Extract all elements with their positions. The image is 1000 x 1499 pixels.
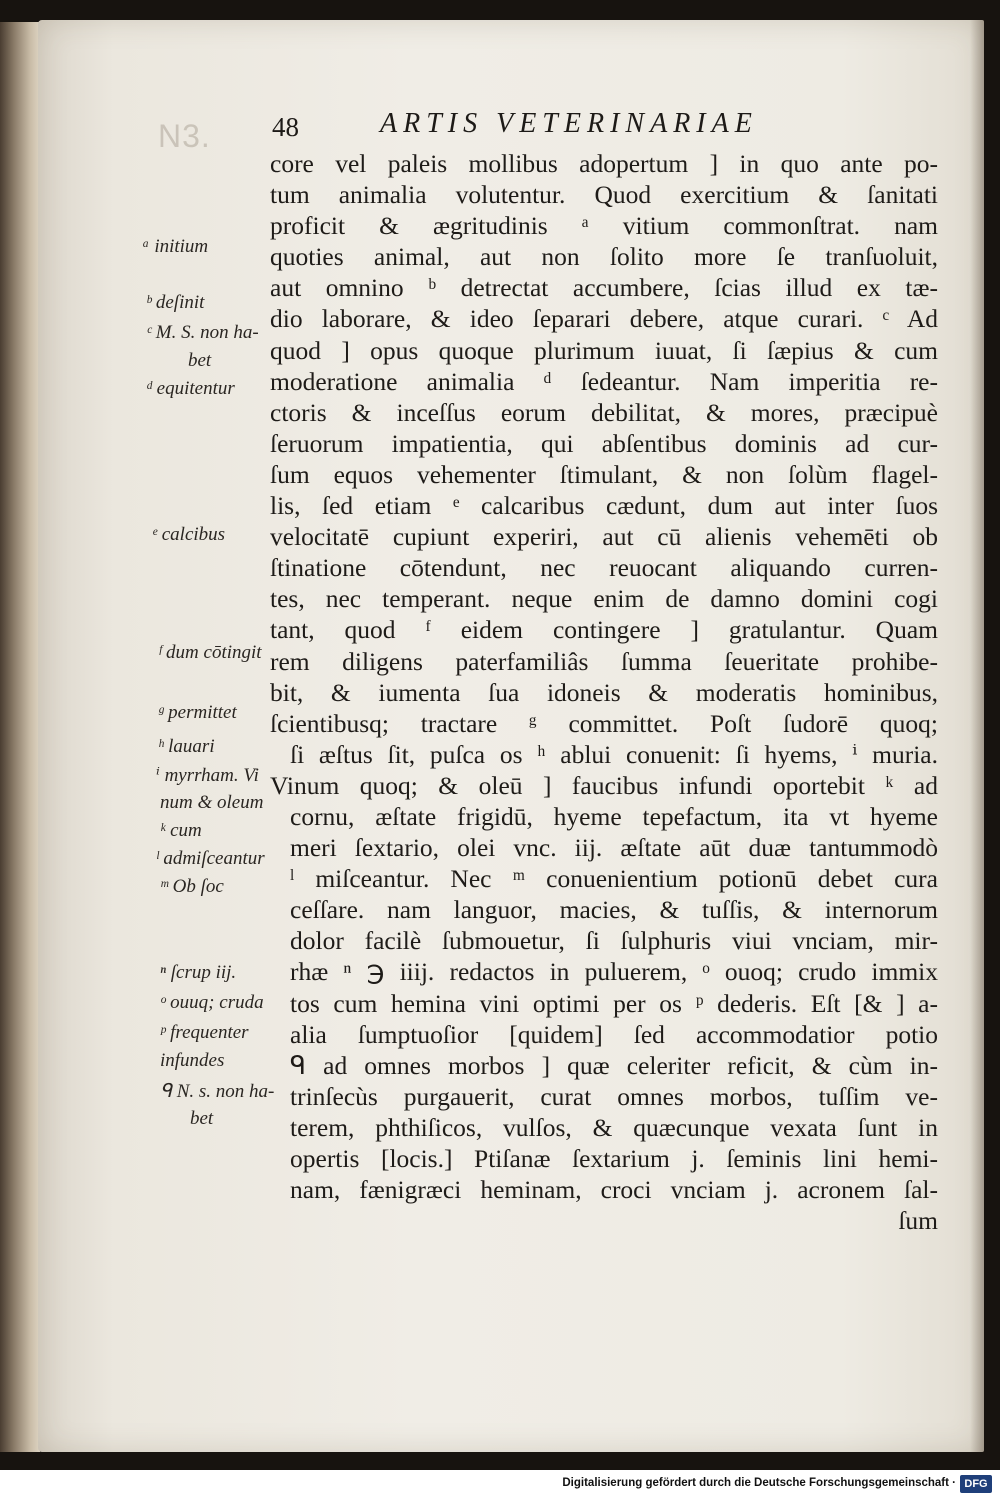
text-line: core vel paleis mollibus adopertum ] in quo ante po- bbox=[270, 149, 938, 178]
text-line: ſi æſtus ſit, puſca os ʰ ablui conuenit: ſi hyems, ⁱ muria. bbox=[290, 739, 938, 769]
text-line: ceſſare. nam languor, macies, & tuſſis, & internorum bbox=[290, 895, 938, 925]
margin-note: infundes bbox=[160, 1050, 225, 1071]
text-line: dio laborare, & ideo ſeparari debere, atque curari. ᶜ Ad bbox=[270, 304, 938, 334]
margin-note: ʰ lauari bbox=[158, 736, 215, 757]
text-line: ctoris & inceſſus eorum debilitat, & mores, præcipuè bbox=[270, 397, 938, 427]
text-line: ſtinatione cōtendunt, nec reuocant aliquando curren- bbox=[270, 553, 938, 583]
margin-note: ᵒ ouuq; cruda bbox=[160, 992, 264, 1013]
text-line: ſcientibusq; tractare ᵍ committet. Poſt ſudorē quoq; bbox=[270, 708, 938, 738]
text-line: tum animalia volutentur. Quod exercitium & ſanitati bbox=[270, 180, 938, 210]
margin-note: ᵍ permittet bbox=[158, 702, 237, 723]
text-line: opertis [locis.] Ptiſanæ ſextarium j. ſeminis lini hemi- bbox=[290, 1144, 938, 1173]
text-line: meri ſextario, olei vnc. iij. æſtate aūt duæ tantummodò bbox=[290, 833, 938, 863]
text-line: velocitatē cupiunt experiri, aut cū alienis vehemēti ob bbox=[270, 522, 938, 552]
page-number: 48 bbox=[272, 112, 299, 142]
text-line: ˡ miſceantur. Nec ᵐ conuenientium potionū debet cura bbox=[290, 864, 938, 894]
margin-note: ᵏ cum bbox=[160, 820, 202, 841]
text-line: quod ] opus quoque plurimum iuuat, ſi ſæpius & cum bbox=[270, 335, 938, 365]
text-line: aut omnino ᵇ detrectat accumbere, ſcias illud ex tæ- bbox=[270, 273, 938, 303]
text-line: bit, & iumenta ſua idoneis & moderatis hominibus, bbox=[270, 677, 938, 707]
footer-bar bbox=[0, 1470, 1000, 1499]
text-line: proficit & ægritudinis ᵃ vitium commonſtrat. nam bbox=[270, 211, 938, 241]
text-line: trinſecùs purgauerit, curat omnes morbos, tuſſim ve- bbox=[290, 1081, 938, 1111]
text-line: tant, quod ᶠ eidem contingere ] gratulantur. Quam bbox=[270, 615, 938, 645]
text-line: terem, phthiſicos, vulſos, & quæcunque vexata ſunt in bbox=[290, 1112, 938, 1142]
margin-note: bet bbox=[190, 1108, 214, 1129]
margin-note: ᶜ M. S. non ha- bbox=[146, 322, 259, 343]
running-title: ARTIS VETERINARIAE bbox=[380, 108, 758, 139]
text-line: ᑫ ad omnes morbos ] quæ celeriter reficit, & cùm in- bbox=[290, 1050, 938, 1080]
text-line: rhæ ⁿ ℈ iiij. redactos in puluerem, ᵒ ouoq; crudo immix bbox=[290, 957, 938, 987]
text-line: nam, fænigræci heminam, croci vnciam j. acronem ſal- bbox=[290, 1175, 938, 1205]
text-line: ſeruorum impatientia, qui abſentibus dominis ad cur- bbox=[270, 428, 938, 458]
text-line: cornu, æſtate frigidū, hyeme tepefactum, ita vt hyeme bbox=[290, 801, 938, 831]
text-line: tos cum hemina vini optimi per os ᵖ dederis. Eſt [& ] a- bbox=[290, 988, 938, 1018]
text-line: dolor facilè ſubmouetur, ſi ſulphuris viui vnciam, mir- bbox=[290, 926, 938, 956]
margin-note: ᵈ equitentur bbox=[146, 378, 235, 399]
margin-note: ᑫ N. s. non ha- bbox=[160, 1081, 275, 1102]
text-line: Vinum quoq; & oleū ] faucibus infundi oportebit ᵏ ad bbox=[270, 770, 938, 800]
margin-note: ᶠ dum cōtingit bbox=[158, 642, 262, 663]
text-line: ſum bbox=[898, 1206, 938, 1236]
text-line: moderatione animalia ᵈ ſedeantur. Nam imperitia re- bbox=[270, 366, 938, 396]
dfg-logo: DFG bbox=[960, 1475, 992, 1493]
margin-note: ⁱ myrrham. Vi bbox=[156, 765, 259, 786]
digitization-credit: Digitalisierung gefördert durch die Deutsche Forschungsgemeinschaft · bbox=[562, 1477, 956, 1489]
text-line: quoties animal, aut non ſolito more ſe tranſuoluit, bbox=[270, 242, 938, 272]
main-text-block bbox=[270, 148, 938, 1236]
text-line: ſum equos vehementer ſtimulant, & non ſolùm flagel- bbox=[270, 459, 938, 489]
margin-note: bet bbox=[188, 350, 212, 371]
book-fore-edge bbox=[0, 22, 40, 1452]
margin-note: ᵉ calcibus bbox=[152, 524, 226, 545]
margin-note: ᵇ deſinit bbox=[146, 292, 205, 313]
margin-note: ⁿ ſcrup iij. bbox=[160, 962, 237, 983]
text-line: alia ſumptuoſior [quidem] ſed accommodatior potio bbox=[290, 1019, 938, 1049]
text-line: rem diligens paterfamiliâs ſumma ſeueritate prohibe- bbox=[270, 646, 938, 676]
margin-note: ᵃ initium bbox=[142, 236, 209, 257]
margin-note: ˡ admiſceantur bbox=[156, 848, 265, 869]
margin-note: ᵐ Ob ſoc bbox=[160, 876, 224, 897]
page-shadow-edge bbox=[970, 20, 984, 1452]
text-line: tes, nec temperant. neque enim de damno domini cogi bbox=[270, 584, 938, 614]
margin-note: num & oleum bbox=[160, 792, 264, 813]
pencil-mark: N3. bbox=[158, 118, 211, 154]
text-line: lis, ſed etiam ᵉ calcaribus cædunt, dum aut inter ſuos bbox=[270, 491, 938, 521]
margin-note: ᵖ frequenter bbox=[160, 1022, 249, 1043]
